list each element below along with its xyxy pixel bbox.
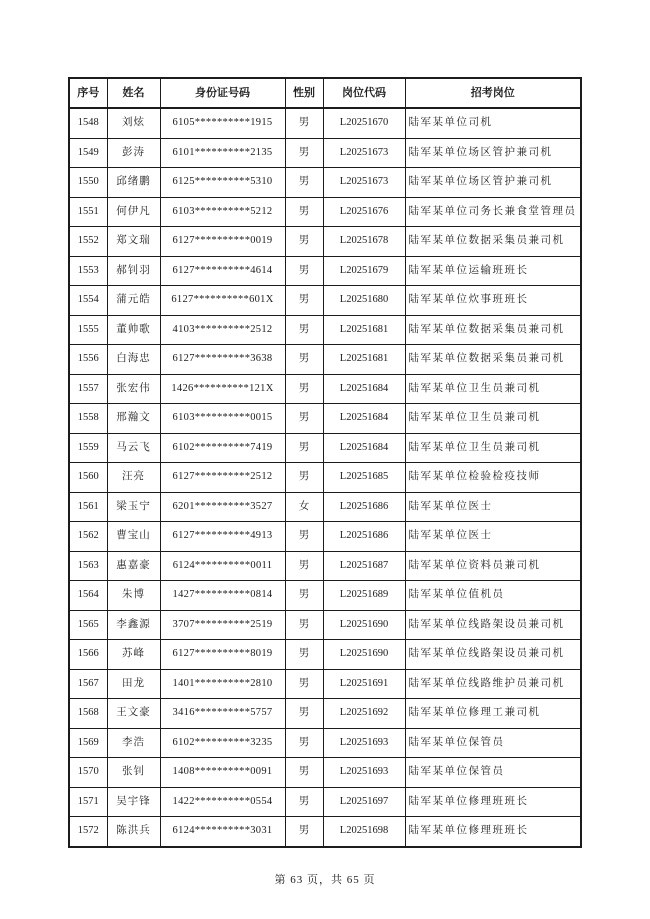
cell-id-number: 3416**********5757	[160, 699, 285, 729]
cell-job-code: L20251697	[323, 787, 405, 817]
cell-position: 陆军某单位医士	[405, 492, 581, 522]
cell-job-code: L20251693	[323, 728, 405, 758]
cell-id-number: 1422**********0554	[160, 787, 285, 817]
table-row	[69, 227, 581, 257]
cell-name: 李浩	[107, 728, 160, 758]
cell-index: 1552	[69, 227, 107, 257]
cell-name: 张钊	[107, 758, 160, 788]
cell-position: 陆军某单位资料员兼司机	[405, 551, 581, 581]
cell-id-number: 6102**********7419	[160, 433, 285, 463]
cell-name: 邢瀚文	[107, 404, 160, 434]
cell-gender: 男	[285, 551, 323, 581]
cell-job-code: L20251680	[323, 286, 405, 316]
cell-name: 苏峰	[107, 640, 160, 670]
cell-name: 汪亮	[107, 463, 160, 493]
cell-index: 1561	[69, 492, 107, 522]
cell-job-code: L20251681	[323, 315, 405, 345]
cell-job-code: L20251686	[323, 522, 405, 552]
cell-position: 陆军某单位数据采集员兼司机	[405, 227, 581, 257]
cell-position: 陆军某单位卫生员兼司机	[405, 404, 581, 434]
table-row	[69, 817, 581, 847]
cell-name: 曹宝山	[107, 522, 160, 552]
cell-name: 陈洪兵	[107, 817, 160, 847]
cell-job-code: L20251684	[323, 374, 405, 404]
cell-position: 陆军某单位修理工兼司机	[405, 699, 581, 729]
cell-position: 陆军某单位运输班班长	[405, 256, 581, 286]
cell-index: 1570	[69, 758, 107, 788]
cell-job-code: L20251673	[323, 168, 405, 198]
cell-job-code: L20251693	[323, 758, 405, 788]
cell-index: 1557	[69, 374, 107, 404]
cell-gender: 男	[285, 787, 323, 817]
cell-gender: 男	[285, 286, 323, 316]
cell-job-code: L20251670	[323, 108, 405, 138]
cell-name: 吴宇锋	[107, 787, 160, 817]
table-row	[69, 728, 581, 758]
cell-job-code: L20251685	[323, 463, 405, 493]
cell-job-code: L20251690	[323, 640, 405, 670]
cell-id-number: 4103**********2512	[160, 315, 285, 345]
cell-gender: 男	[285, 374, 323, 404]
cell-name: 梁玉宁	[107, 492, 160, 522]
cell-index: 1569	[69, 728, 107, 758]
table-row	[69, 551, 581, 581]
table-row	[69, 374, 581, 404]
table-row	[69, 138, 581, 168]
cell-name: 张宏伟	[107, 374, 160, 404]
cell-position: 陆军某单位保管员	[405, 758, 581, 788]
cell-position: 陆军某单位保管员	[405, 728, 581, 758]
cell-job-code: L20251692	[323, 699, 405, 729]
column-header-id-number: 身份证号码	[160, 78, 285, 108]
cell-name: 董帅歌	[107, 315, 160, 345]
cell-index: 1549	[69, 138, 107, 168]
cell-index: 1554	[69, 286, 107, 316]
table-row	[69, 699, 581, 729]
table-row	[69, 315, 581, 345]
cell-index: 1571	[69, 787, 107, 817]
cell-gender: 男	[285, 699, 323, 729]
cell-id-number: 3707**********2519	[160, 610, 285, 640]
cell-id-number: 6127**********0019	[160, 227, 285, 257]
cell-job-code: L20251679	[323, 256, 405, 286]
cell-id-number: 6127**********3638	[160, 345, 285, 375]
table-row	[69, 787, 581, 817]
cell-name: 王文豪	[107, 699, 160, 729]
cell-name: 田龙	[107, 669, 160, 699]
column-header-name: 姓名	[107, 78, 160, 108]
cell-job-code: L20251689	[323, 581, 405, 611]
cell-id-number: 6124**********3031	[160, 817, 285, 847]
cell-gender: 男	[285, 168, 323, 198]
table-row	[69, 108, 581, 138]
cell-name: 邱绪鹏	[107, 168, 160, 198]
cell-gender: 男	[285, 138, 323, 168]
table-row	[69, 492, 581, 522]
cell-index: 1568	[69, 699, 107, 729]
cell-gender: 男	[285, 256, 323, 286]
cell-index: 1562	[69, 522, 107, 552]
cell-id-number: 1426**********121X	[160, 374, 285, 404]
cell-index: 1564	[69, 581, 107, 611]
column-header-job-code: 岗位代码	[323, 78, 405, 108]
table-row	[69, 256, 581, 286]
cell-name: 何伊凡	[107, 197, 160, 227]
cell-name: 马云飞	[107, 433, 160, 463]
cell-gender: 男	[285, 817, 323, 847]
cell-index: 1553	[69, 256, 107, 286]
cell-position: 陆军某单位线路维护员兼司机	[405, 669, 581, 699]
cell-position: 陆军某单位炊事班班长	[405, 286, 581, 316]
cell-job-code: L20251684	[323, 433, 405, 463]
cell-index: 1551	[69, 197, 107, 227]
cell-gender: 男	[285, 463, 323, 493]
table-header-row	[69, 78, 581, 108]
cell-index: 1565	[69, 610, 107, 640]
cell-name: 朱博	[107, 581, 160, 611]
cell-id-number: 6127**********4614	[160, 256, 285, 286]
cell-gender: 男	[285, 640, 323, 670]
cell-id-number: 1427**********0814	[160, 581, 285, 611]
cell-name: 郝钊羽	[107, 256, 160, 286]
cell-id-number: 1408**********0091	[160, 758, 285, 788]
column-header-position: 招考岗位	[405, 78, 581, 108]
cell-gender: 男	[285, 108, 323, 138]
cell-position: 陆军某单位卫生员兼司机	[405, 433, 581, 463]
cell-position: 陆军某单位卫生员兼司机	[405, 374, 581, 404]
cell-job-code: L20251687	[323, 551, 405, 581]
cell-name: 白海忠	[107, 345, 160, 375]
cell-id-number: 6125**********5310	[160, 168, 285, 198]
cell-gender: 男	[285, 728, 323, 758]
cell-job-code: L20251681	[323, 345, 405, 375]
cell-position: 陆军某单位检验检疫技师	[405, 463, 581, 493]
table-row	[69, 522, 581, 552]
cell-position: 陆军某单位医士	[405, 522, 581, 552]
cell-index: 1563	[69, 551, 107, 581]
cell-job-code: L20251698	[323, 817, 405, 847]
cell-index: 1572	[69, 817, 107, 847]
cell-gender: 男	[285, 522, 323, 552]
cell-job-code: L20251684	[323, 404, 405, 434]
cell-position: 陆军某单位场区管护兼司机	[405, 168, 581, 198]
table-row	[69, 197, 581, 227]
cell-index: 1566	[69, 640, 107, 670]
cell-index: 1559	[69, 433, 107, 463]
cell-position: 陆军某单位线路架设员兼司机	[405, 610, 581, 640]
cell-position: 陆军某单位值机员	[405, 581, 581, 611]
cell-name: 刘炫	[107, 108, 160, 138]
cell-position: 陆军某单位场区管护兼司机	[405, 138, 581, 168]
cell-gender: 男	[285, 197, 323, 227]
table-row	[69, 463, 581, 493]
cell-position: 陆军某单位司机	[405, 108, 581, 138]
column-header-index: 序号	[69, 78, 107, 108]
recruitment-roster-table	[68, 77, 582, 848]
cell-id-number: 6102**********3235	[160, 728, 285, 758]
cell-gender: 男	[285, 581, 323, 611]
cell-name: 李鑫源	[107, 610, 160, 640]
cell-job-code: L20251673	[323, 138, 405, 168]
table-row	[69, 758, 581, 788]
cell-id-number: 6127**********8019	[160, 640, 285, 670]
cell-position: 陆军某单位修理班班长	[405, 817, 581, 847]
cell-name: 蒲元皓	[107, 286, 160, 316]
cell-gender: 男	[285, 404, 323, 434]
cell-index: 1567	[69, 669, 107, 699]
cell-name: 郑文瑞	[107, 227, 160, 257]
cell-name: 惠嘉豪	[107, 551, 160, 581]
cell-index: 1548	[69, 108, 107, 138]
cell-id-number: 6124**********0011	[160, 551, 285, 581]
cell-index: 1556	[69, 345, 107, 375]
cell-gender: 男	[285, 610, 323, 640]
table-row	[69, 345, 581, 375]
table-row	[69, 640, 581, 670]
cell-gender: 女	[285, 492, 323, 522]
cell-gender: 男	[285, 315, 323, 345]
page-number-footer: 第 63 页，共 65 页	[274, 873, 376, 886]
cell-id-number: 6103**********0015	[160, 404, 285, 434]
cell-id-number: 6127**********601X	[160, 286, 285, 316]
cell-gender: 男	[285, 758, 323, 788]
table-row	[69, 404, 581, 434]
cell-position: 陆军某单位司务长兼食堂管理员	[405, 197, 581, 227]
cell-gender: 男	[285, 345, 323, 375]
cell-id-number: 6103**********5212	[160, 197, 285, 227]
cell-job-code: L20251691	[323, 669, 405, 699]
cell-id-number: 6105**********1915	[160, 108, 285, 138]
cell-id-number: 6101**********2135	[160, 138, 285, 168]
cell-id-number: 6127**********4913	[160, 522, 285, 552]
cell-index: 1550	[69, 168, 107, 198]
cell-id-number: 6201**********3527	[160, 492, 285, 522]
cell-gender: 男	[285, 433, 323, 463]
table-row	[69, 669, 581, 699]
cell-job-code: L20251686	[323, 492, 405, 522]
cell-gender: 男	[285, 669, 323, 699]
cell-name: 彭涛	[107, 138, 160, 168]
cell-id-number: 1401**********2810	[160, 669, 285, 699]
cell-position: 陆军某单位数据采集员兼司机	[405, 345, 581, 375]
table-row	[69, 610, 581, 640]
table-row	[69, 581, 581, 611]
cell-index: 1555	[69, 315, 107, 345]
cell-job-code: L20251690	[323, 610, 405, 640]
table-row	[69, 433, 581, 463]
cell-job-code: L20251676	[323, 197, 405, 227]
cell-gender: 男	[285, 227, 323, 257]
cell-index: 1560	[69, 463, 107, 493]
cell-position: 陆军某单位修理班班长	[405, 787, 581, 817]
column-header-gender: 性别	[285, 78, 323, 108]
cell-id-number: 6127**********2512	[160, 463, 285, 493]
cell-position: 陆军某单位线路架设员兼司机	[405, 640, 581, 670]
table-row	[69, 286, 581, 316]
cell-index: 1558	[69, 404, 107, 434]
table-row	[69, 168, 581, 198]
cell-position: 陆军某单位数据采集员兼司机	[405, 315, 581, 345]
cell-job-code: L20251678	[323, 227, 405, 257]
